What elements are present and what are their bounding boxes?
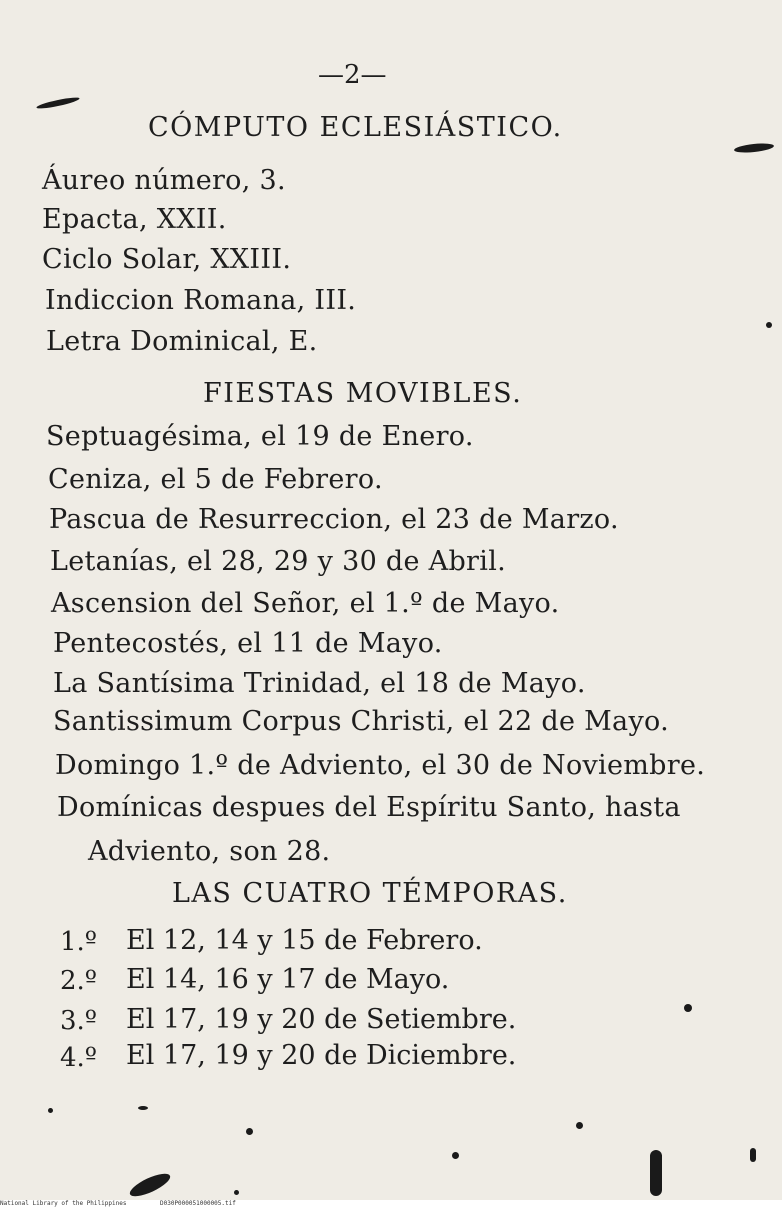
computo-line: Ciclo Solar, XXIII. [42, 244, 292, 275]
fiestas-line: Domingo 1.º de Adviento, el 30 de Noviembre. [55, 750, 706, 781]
ink-speck [138, 1106, 148, 1110]
fiestas-line: Letanías, el 28, 29 y 30 de Abril. [50, 546, 507, 577]
fiestas-line: Adviento, son 28. [88, 836, 331, 867]
computo-line: Indiccion Romana, III. [45, 285, 357, 316]
ink-speck [576, 1122, 583, 1129]
computo-line: Áureo número, 3. [42, 165, 286, 196]
ink-speck [684, 1004, 692, 1012]
temporas-item-text: El 17, 19 y 20 de Diciembre. [126, 1040, 517, 1071]
temporas-item-number: 1.º [60, 927, 98, 957]
ink-speck [127, 1169, 173, 1200]
ink-speck [750, 1148, 756, 1162]
computo-line: Epacta, XXII. [42, 204, 227, 235]
temporas-item-text: El 17, 19 y 20 de Setiembre. [126, 1004, 517, 1035]
file-id: D030P000051000005.tif [160, 1200, 236, 1207]
fiestas-line: Domínicas despues del Espíritu Santo, hasta [57, 792, 681, 823]
fiestas-line: Pentecostés, el 11 de Mayo. [53, 628, 443, 659]
temporas-item-text: El 12, 14 y 15 de Febrero. [126, 925, 483, 956]
temporas-item-text: El 14, 16 y 17 de Mayo. [126, 964, 450, 995]
ink-speck [766, 322, 772, 328]
temporas-heading: LAS CUATRO TÉMPORAS. [172, 878, 568, 909]
temporas-item-number: 3.º [60, 1006, 98, 1036]
fiestas-line: Pascua de Resurreccion, el 23 de Marzo. [49, 504, 619, 535]
temporas-item-number: 2.º [60, 966, 98, 996]
fiestas-line: Santissimum Corpus Christi, el 22 de Mayo. [53, 706, 669, 737]
ink-speck [734, 142, 775, 154]
computo-heading: CÓMPUTO ECLESIÁSTICO. [148, 112, 563, 143]
ink-speck [452, 1152, 459, 1159]
ink-speck [246, 1128, 253, 1135]
ink-speck [234, 1190, 239, 1195]
fiestas-line: Ceniza, el 5 de Febrero. [48, 464, 383, 495]
fiestas-line: Septuagésima, el 19 de Enero. [46, 421, 474, 452]
scan-footer [0, 1200, 782, 1208]
fiestas-heading: FIESTAS MOVIBLES. [203, 378, 523, 409]
library-credit: National Library of the Philippines [0, 1200, 127, 1207]
fiestas-line: Ascension del Señor, el 1.º de Mayo. [51, 588, 560, 619]
ink-speck [36, 95, 80, 110]
fiestas-line: La Santísima Trinidad, el 18 de Mayo. [53, 668, 586, 699]
temporas-item-number: 4.º [60, 1043, 98, 1073]
computo-line: Letra Dominical, E. [46, 326, 318, 357]
ink-speck [650, 1150, 662, 1196]
page-number: —2— [318, 60, 387, 90]
ink-speck [48, 1108, 53, 1113]
